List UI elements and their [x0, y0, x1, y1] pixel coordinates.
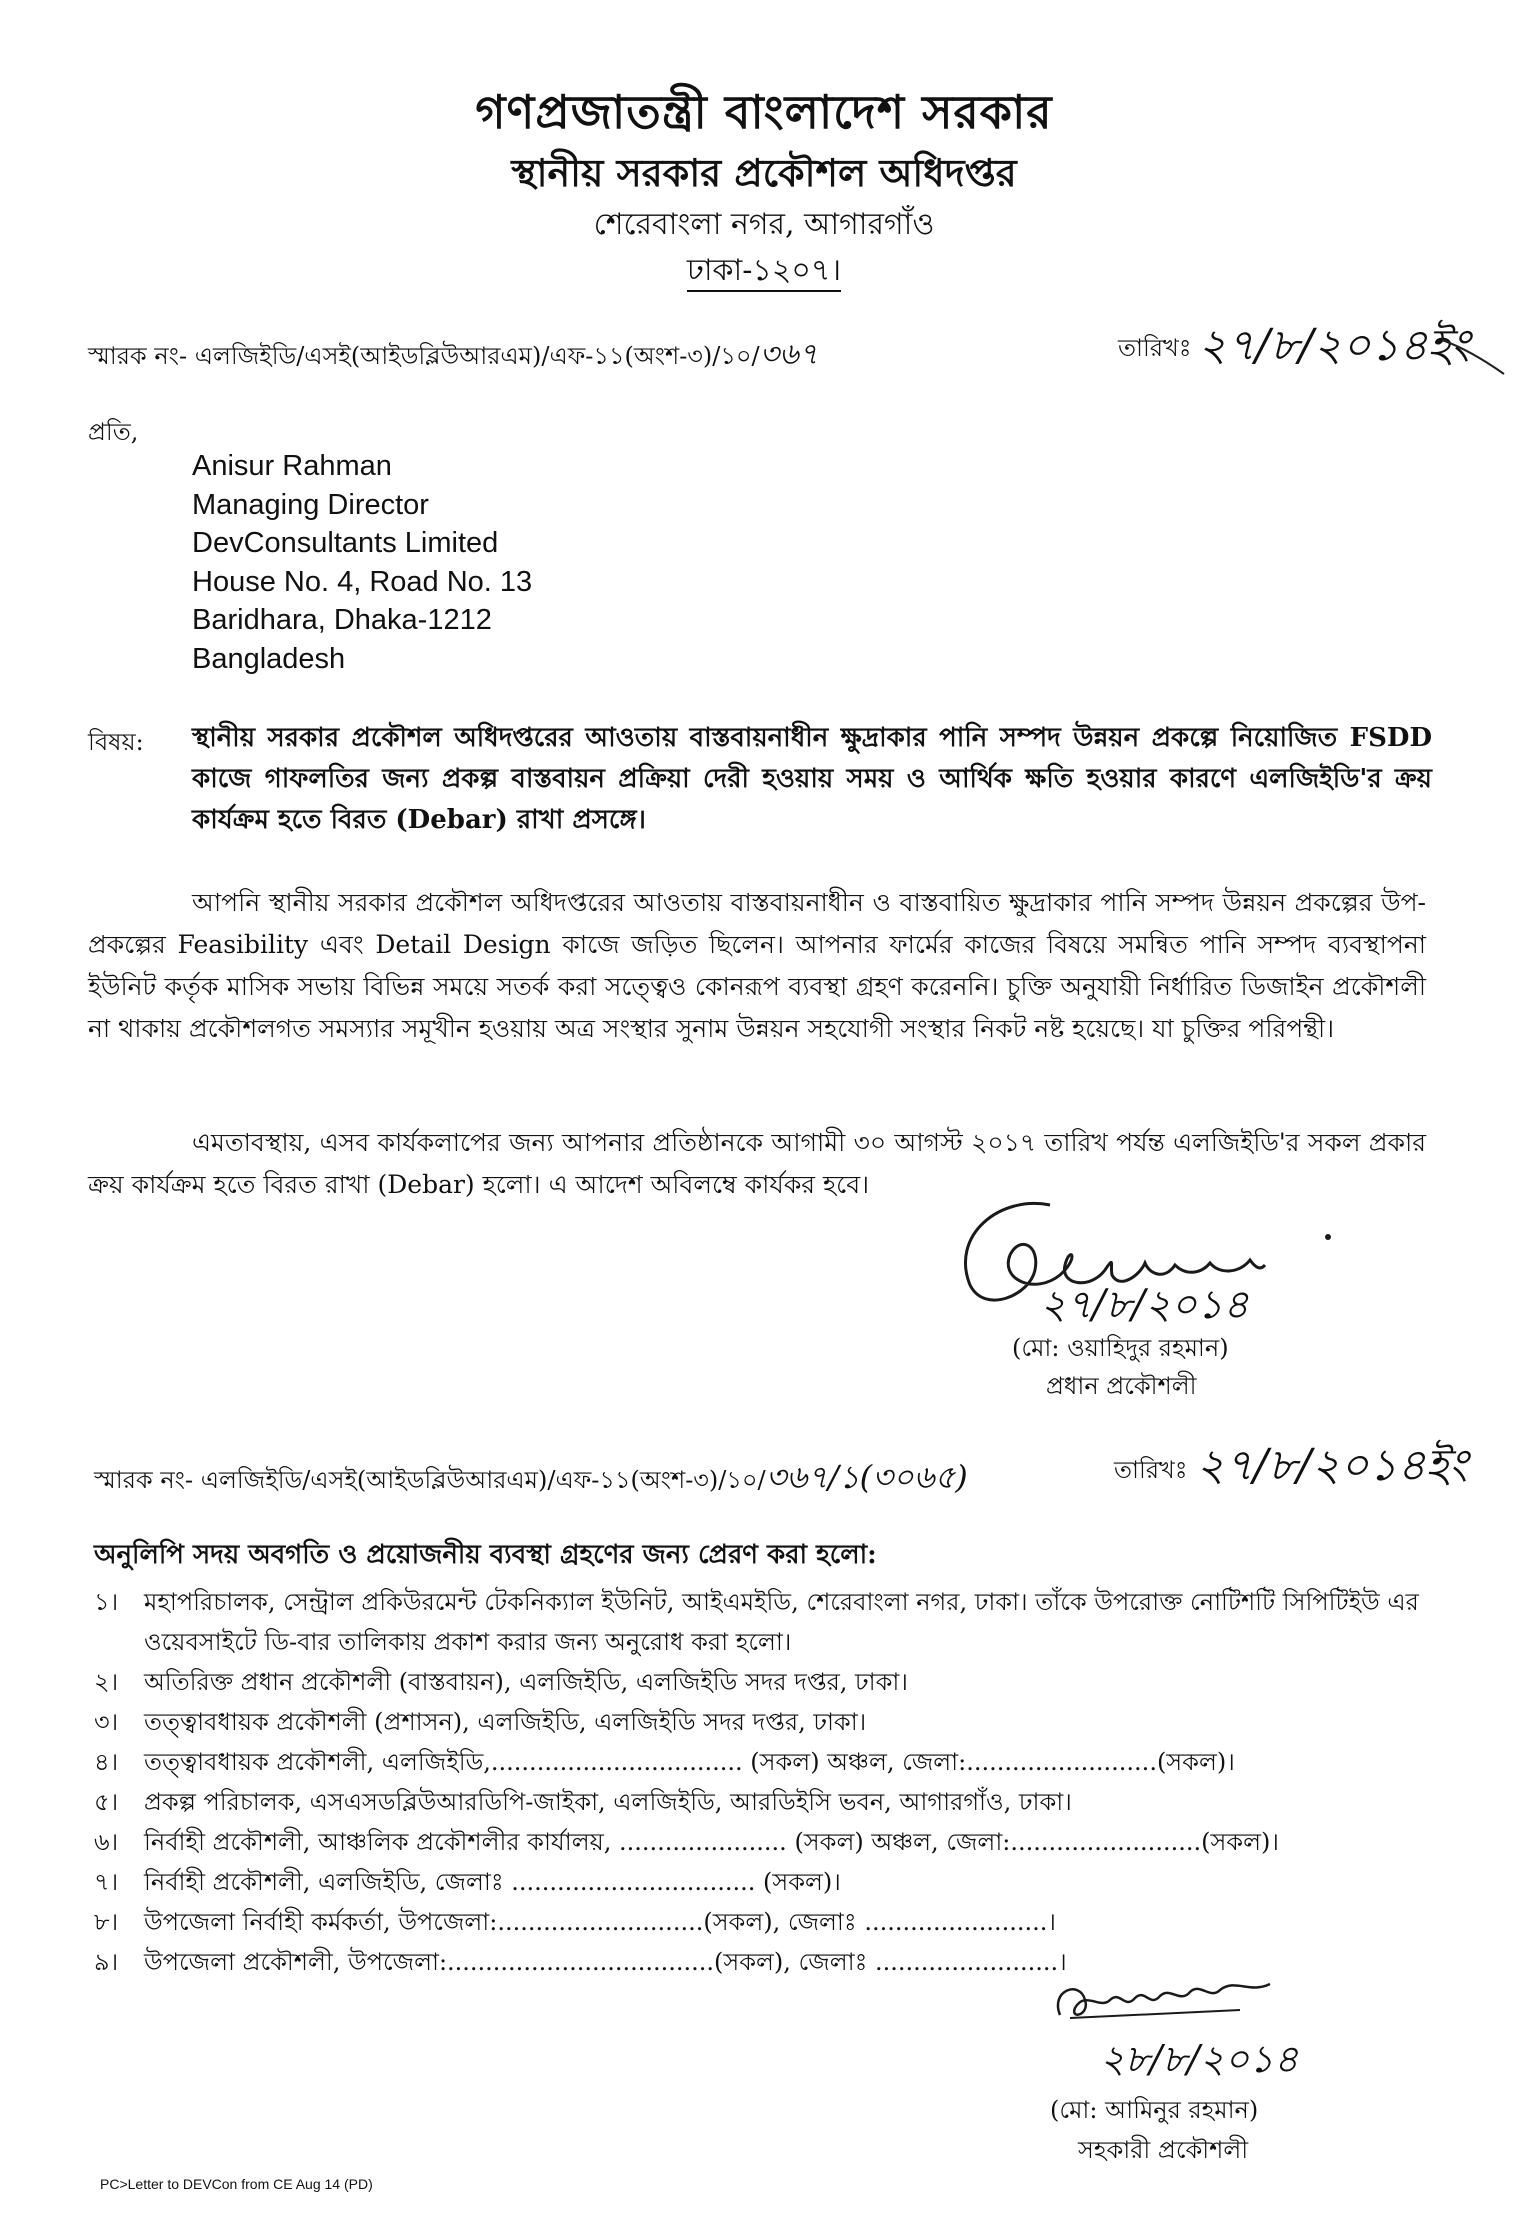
- copy-item-text: তত্ত্বাবধায়ক প্রকৌশলী, এলজিইডি,................................. (সকল) অঞ্চল, জেলা:.........................(সকল)।: [144, 1748, 1235, 1776]
- memo-date-label: তারিখঃ: [1118, 334, 1192, 362]
- signatory-2-name: (মো: আমিনুর রহমান): [1050, 2096, 1259, 2124]
- copy-item-text: প্রকল্প পরিচালক, এসএসডব্লিউআরডিপি-জাইকা, এলজিইডি, আরডিইসি ভবন, আগারগাঁও, ঢাকা।: [144, 1788, 1072, 1816]
- copy-list-heading: অনুলিপি সদয় অবগতি ও প্রয়োজনীয় ব্যবস্থা গ্রহণের জন্য প্রেরণ করা হলো:: [94, 1540, 877, 1570]
- copy-list-item: [94, 1782, 1444, 1822]
- memo-2-handwritten-date: ২৭/৮/২০১৪ইং: [1196, 1440, 1468, 1491]
- copy-list-item: [94, 1742, 1444, 1782]
- date-tail-stroke: [1440, 330, 1510, 380]
- copy-item-number: ২।: [94, 1668, 119, 1696]
- copy-item-number: ৯।: [94, 1948, 119, 1976]
- signature-1-date: ২৭/৮/২০১৪: [1040, 1282, 1249, 1328]
- signature-2-date: ২৮/৮/২০১৪: [1100, 2037, 1299, 2081]
- copy-item-text: নির্বাহী প্রকৌশলী, এলজিইডি, জেলাঃ ................................ (সকল)।: [144, 1868, 841, 1896]
- subject-label: বিষয়:: [88, 728, 144, 756]
- memo-handwritten-date: ২৭/৮/২০১৪ইং: [1198, 320, 1470, 371]
- copy-list-item: [94, 1662, 1444, 1702]
- copy-item-text: উপজেলা নির্বাহী কর্মকর্তা, উপজেলা:...........................(সকল), জেলাঃ ........................।: [144, 1908, 1056, 1936]
- body-paragraph-1-text: আপনি স্থানীয় সরকার প্রকৌশল অধিদপ্তরের আওতায় বাস্তবায়নাধীন ও বাস্তবায়িত ক্ষুদ্রাকার পানি সম্পদ উন্নয়ন প্রকল্পের উপ-প্রকল্পের Feasibility এবং Detail Design কাজে জড়িত ছিলেন। আপনার ফার্মের কাজের বিষয়ে সমন্বিত পানি সম্পদ ব্যবস্থাপনা ইউনিট কর্তৃক মাসিক সভায় বিভিন্ন সময়ে সতর্ক করা সত্ত্বেও কোনরূপ ব্যবস্থা গ্রহণ করেননি। চুক্তি অনুযায়ী নির্ধারিত ডিজাইন প্রকৌশলী না থাকায় প্রকৌশলগত সমস্যার সমূখীন হওয়ায় অত্র সংস্থার সুনাম উন্নয়ন সহযোগী সংস্থার নিকট নষ্ট হয়েছে। যা চুক্তির পরিপন্থী।: [88, 888, 1426, 1043]
- recipient-area: Baridhara, Dhaka-1212: [192, 604, 492, 636]
- copy-list-item: [94, 1822, 1444, 1862]
- copy-item-text: তত্ত্বাবধায়ক প্রকৌশলী (প্রশাসন), এলজিইডি, এলজিইডি সদর দপ্তর, ঢাকা।: [144, 1708, 867, 1736]
- recipient-name: Anisur Rahman: [192, 450, 392, 482]
- copy-item-text: উপজেলা প্রকৌশলী, উপজেলা:...................................(সকল), জেলাঃ ........................।: [144, 1948, 1067, 1976]
- address-line: শেরেবাংলা নগর, আগারগাঁও: [593, 207, 935, 242]
- recipient-prefix: প্রতি,: [88, 418, 139, 446]
- body-paragraph-2-text: এমতাবস্থায়, এসব কার্যকলাপের জন্য আপনার প্রতিষ্ঠানকে আগামী ৩০ আগস্ট ২০১৭ তারিখ পর্যন্ত এলজিইডি'র সকল প্রকার ক্রয় কার্যক্রম হতে বিরত রাখা (Debar) হলো। এ আদেশ অবিলম্বে কার্যকর হবে।: [88, 1128, 1426, 1199]
- copy-item-number: ৫।: [94, 1788, 119, 1816]
- copy-item-number: ৩।: [94, 1708, 119, 1736]
- signatory-2-title: সহকারী প্রকৌশলী: [1078, 2136, 1249, 2164]
- copy-item-number: ৮।: [94, 1908, 119, 1936]
- copy-list-item: [94, 1862, 1444, 1902]
- memo-2-number-row: [94, 1452, 968, 1506]
- memo-handwritten-number: ৩৬৭: [759, 337, 819, 372]
- copy-list-item: [94, 1702, 1444, 1742]
- department-title: স্থানীয় সরকার প্রকৌশল অধিদপ্তর: [511, 150, 1017, 195]
- file-path-footer: PC>Letter to DEVCon from CE Aug 14 (PD): [100, 2176, 373, 2192]
- body-paragraph-1: [88, 882, 1426, 1050]
- recipient-street: House No. 4, Road No. 13: [192, 565, 533, 598]
- govt-title: গণপ্রজাতন্ত্রী বাংলাদেশ সরকার: [475, 85, 1053, 139]
- copy-item-text: নির্বাহী প্রকৌশলী, আঞ্চলিক প্রকৌশলীর কার্যালয়, ...................... (সকল) অঞ্চল, জেলা:.........................(সকল)।: [144, 1828, 1279, 1856]
- subject-text: স্থানীয় সরকার প্রকৌশল অধিদপ্তরের আওতায় বাস্তবায়নাধীন ক্ষুদ্রাকার পানি সম্পদ উন্নয়ন প্রকল্পে নিয়োজিত FSDD কাজে গাফলতির জন্য প্রকল্প বাস্তবায়ন প্রক্রিয়া দেরী হওয়ায় সময় ও আর্থিক ক্ষতি হওয়ার কারণে এলজিইডি'র ক্রয় কার্যক্রম হতে বিরত (Debar) রাখা প্রসঙ্গে।: [192, 723, 1432, 835]
- recipient-title: Managing Director: [192, 488, 429, 521]
- city-text: ঢাকা-১২০৭।: [687, 253, 841, 292]
- copy-item-number: ৬।: [94, 1828, 119, 1856]
- copy-item-number: ৪।: [94, 1748, 119, 1776]
- copy-item-text: অতিরিক্ত প্রধান প্রকৌশলী (বাস্তবায়ন), এলজিইডি, এলজিইডি সদর দপ্তর, ঢাকা।: [144, 1668, 908, 1696]
- copy-item-number: ৭।: [94, 1868, 119, 1896]
- signatory-1-name: (মো: ওয়াহিদুর রহমান): [1012, 1334, 1229, 1362]
- copy-distribution-list: [94, 1534, 1444, 1982]
- copy-list-item: [94, 1902, 1444, 1942]
- memo-number-row: [88, 330, 818, 381]
- city-line: [0, 246, 1528, 297]
- memo-2-date-label: তারিখঃ: [1114, 1456, 1188, 1484]
- memo-2-label: স্মারক নং- এলজিইডি/এসই(আইডব্লিউআরএম)/এফ-১১(অংশ-৩)/১০/: [94, 1466, 766, 1494]
- copy-list-item: [94, 1582, 1444, 1662]
- copy-item-number: ১।: [94, 1588, 119, 1616]
- recipient-address: [192, 447, 532, 678]
- memo-2-handwritten-number: ৩৬৭/১(৩০৬৫): [765, 1458, 968, 1496]
- signatory-1-title: প্রধান প্রকৌশলী: [1046, 1372, 1197, 1400]
- recipient-country: Bangladesh: [192, 642, 346, 675]
- recipient-company: DevConsultants Limited: [192, 527, 499, 559]
- memo-label: স্মারক নং- এলজিইডি/এসই(আইডব্লিউআরএম)/এফ-১১(অংশ-৩)/১০/: [88, 342, 760, 370]
- copy-item-text: মহাপরিচালক, সেন্ট্রাল প্রকিউরমেন্ট টেকনিক্যাল ইউনিট, আইএমইডি, শেরেবাংলা নগর, ঢাকা। তাঁকে উপরোক্ত নোটিশটি সিপিটিইউ এর ওয়েবসাইটে ডি-বার তালিকায় প্রকাশ করার জন্য অনুরোধ করা হলো।: [144, 1588, 1419, 1656]
